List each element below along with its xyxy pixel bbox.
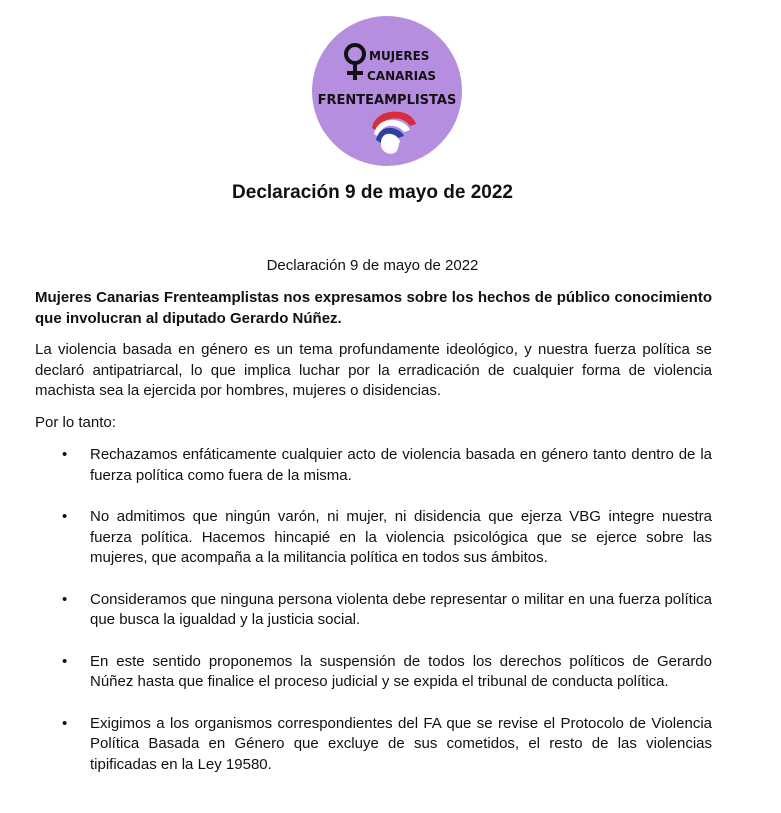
logo-graphic: [312, 16, 462, 166]
logo-line-2: CANARIAS: [367, 69, 437, 83]
list-item: [35, 445, 712, 486]
list-item: [35, 507, 712, 569]
logo-line-3: FRENTEAMPLISTAS: [317, 93, 457, 108]
resolutions-list: [35, 445, 712, 796]
page-title: Declaración 9 de mayo de 2022: [232, 182, 513, 203]
bullet-icon: •: [62, 508, 68, 525]
por-lo-tanto-label: Por lo tanto:: [35, 414, 116, 431]
list-item-text: No admitimos que ningún varón, ni mujer, ni disidencia que ejerza VBG integre nuestra fuerza política. Hacemos hincapié en la violencia psicológica que se ejerce sobre las mujeres, que acompaña a la militancia política en todos sus ámbitos.: [90, 508, 712, 566]
list-item-text: Exigimos a los organismos correspondientes del FA que se revise el Protocolo de Violencia Política Basada en Género que excluye de sus cometidos, el resto de las violencias tipificadas en la Ley 19580.: [90, 714, 712, 773]
logo: [312, 16, 462, 166]
list-item: [35, 714, 712, 776]
bullet-icon: •: [62, 652, 68, 670]
bullet-icon: •: [62, 446, 68, 463]
context-paragraph: La violencia basada en género es un tema profundamente ideológico, y nuestra fuerza política se declaró antipatriarcal, lo que implica luchar por la erradicación de cualquier forma de violencia machista sea la ejercida por hombres, mujeres o disidencias.: [35, 341, 712, 399]
logo-line-1: MUJERES: [369, 49, 430, 63]
bullet-icon: •: [62, 714, 68, 732]
document-date-heading: Declaración 9 de mayo de 2022: [266, 257, 479, 274]
list-item: [35, 590, 712, 631]
intro-paragraph: Mujeres Canarias Frenteamplistas nos expresamos sobre los hechos de público conocimiento que involucran al diputado Gerardo Núñez.: [35, 289, 712, 327]
list-item-text: Consideramos que ninguna persona violenta debe representar o militar en una fuerza política que busca la igualdad y la justicia social.: [90, 590, 712, 628]
bullet-icon: •: [62, 590, 68, 608]
list-item-text: En este sentido proponemos la suspensión de todos los derechos políticos de Gerardo Núñez hasta que finalice el proceso judicial y se expida el tribunal de conducta política.: [90, 652, 712, 690]
list-item-text: Rechazamos enfáticamente cualquier acto de violencia basada en género tanto dentro de la fuerza política como fuera de la misma.: [90, 446, 712, 484]
list-item: [35, 652, 712, 693]
